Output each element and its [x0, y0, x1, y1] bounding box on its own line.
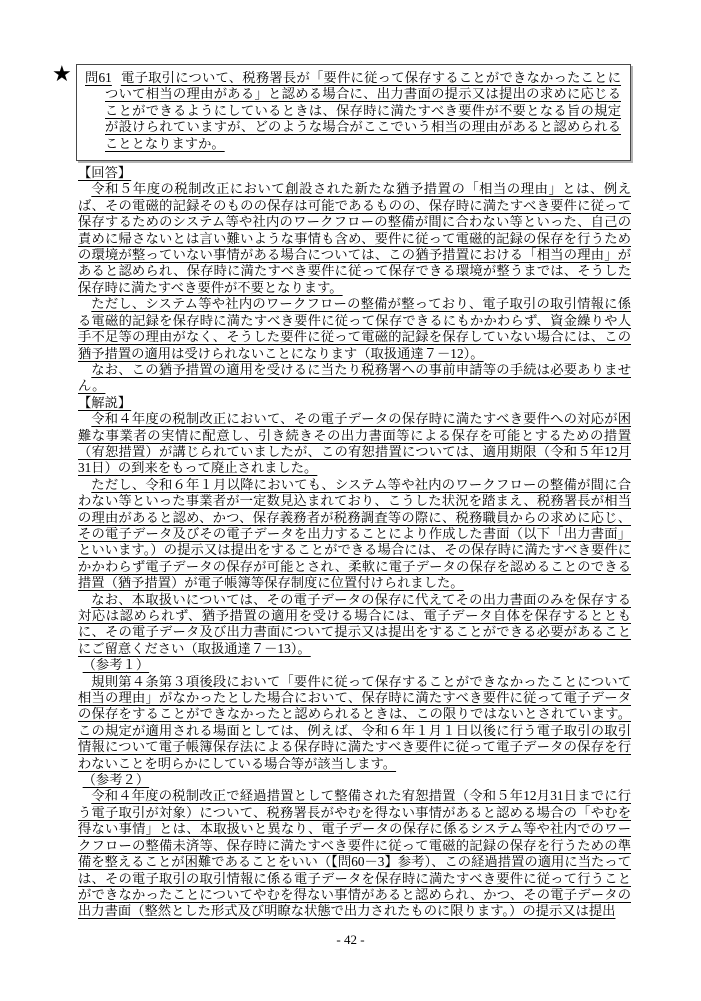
answer-paragraph-2: ただし、システム等や社内のワークフローの整備が整っており、電子取引の取引情報に係る電磁的記録を保存時に満たすべき要件に従って保存できるにもかかわらず、資金繰りや人手不足等の理由がなく、そうした要件に従って電磁的記録を保存していない場合には、この猶予措置の適用は受けられないことになります（取扱通達７－12）。	[78, 296, 631, 361]
star-marker-icon: ★	[52, 62, 72, 87]
question-box	[76, 64, 631, 161]
explanation-paragraph-2: ただし、令和６年１月以降においても、システム等や社内のワークフローの整備が間に合わない等といった事業者が一定数見込まれており、こうした状況を踏まえ、税務署長が相当の理由があると認め、かつ、保存義務者が税務調査等の際に、税務職員からの求めに応じ、その電子データ及びその電子データを出力することにより作成した書面（以下「出力書面」といいます。）の提示又は提出をすることができる場合には、その保存時に満たすべき要件にかかわらず電子データの保存が可能とされ、柔軟に電子データの保存を認めることのできる措置（猶予措置）が電子帳簿等保存制度に位置付けられました。	[78, 476, 631, 591]
page-number: - 42 -	[336, 932, 365, 947]
explanation-paragraph-1: 令和４年度の税制改正において、その電子データの保存時に満たすべき要件への対応が困難な事業者の実情に配意し、引き続きその出力書面等による保存を可能とするための措置（宥恕措置）が講じられていましたが、この宥恕措置については、適用期限（令和５年12月31日）の到来をもって廃止されました。	[78, 411, 631, 476]
reference2-heading: （参考２）	[82, 772, 150, 788]
question-text: 電子取引について、税務署長が「要件に従って保存することができなかったことについて相当の理由がある」と認める場合に、出力書面の提示又は提出の求めに応じることができるようにしているときは、保存時に満たすべき要件が不要となる旨の規定が設けられていますが、どのような場合がここでいう相当の理由があると認められることとなりますか。	[105, 70, 622, 151]
explanation-paragraph-3: なお、本取扱いについては、その電子データの保存に代えてその出力書面のみを保存する対応は認められず、猶予措置の適用を受ける場合には、電子データ自体を保存するとともに、その電子データ及び出力書面について提示又は提出をすることができる必要があることにご留意ください（取扱通達７－13）。	[78, 591, 631, 656]
reference1-paragraph: 規則第４条第３項後段において「要件に従って保存することができなかったことについて相当の理由」がなかったとした場合において、保存時に満たすべき要件に従って電子データの保存をすることができなかったと認められるときは、この限りではないとされています。この規定が適用される場面としては、例えば、令和６年１月１日以後に行う電子取引の取引情報について電子帳簿保存法による保存時に満たすべき要件に従って電子データの保存を行わないことを明らかにしている場合等が該当します。	[78, 673, 631, 771]
question-paragraph	[85, 70, 621, 152]
explanation-heading: 【解説】	[78, 394, 132, 410]
answer-heading: 【回答】	[78, 165, 132, 181]
reference2-paragraph: 令和４年度の税制改正で経過措置として整備された宥恕措置（令和５年12月31日までに行う電子取引が対象）について、税務署長がやむを得ない事情があると認める場合の「やむを得ない事情」とは、本取扱いと異なり、電子データの保存に係るシステム等や社内でのワークフローの整備未済等、保存時に満たすべき要件に従って電磁的記録の保存を行うための準備を整えることが困難であることをいい（【問60－3】参考）、この経過措置の適用に当たっては、その電子取引の取引情報に係る電子データを保存時に満たすべき要件に従って行うことができなかったことについてやむを得ない事情があると認められ、かつ、その電子データの出力書面（整然とした形式及び明瞭な状態で出力されたものに限ります。）の提示又は提出	[78, 788, 631, 919]
document-content	[78, 64, 631, 920]
answer-paragraph-3: なお、この猶予措置の適用を受けるに当たり税務署への事前申請等の手続は必要ありません。	[78, 361, 631, 394]
question-number: 問61	[85, 70, 112, 85]
reference1-heading: （参考１）	[82, 657, 150, 673]
answer-paragraph-1: 令和５年度の税制改正において創設された新たな猶予措置の「相当の理由」とは、例えば、その電磁的記録そのものの保存は可能であるものの、保存時に満たすべき要件に従って保存するためのシステム等や社内のワークフローの整備が間に合わない等といった、自己の責めに帰さないとは言い難いような事情も含め、要件に従って電磁的記録の保存を行うための環境が整っていない事情がある場合については、この猶予措置における「相当の理由」があると認められ、保存時に満たすべき要件に従って保存できる環境が整うまでは、そうした保存時に満たすべき要件が不要となります。	[78, 181, 631, 295]
